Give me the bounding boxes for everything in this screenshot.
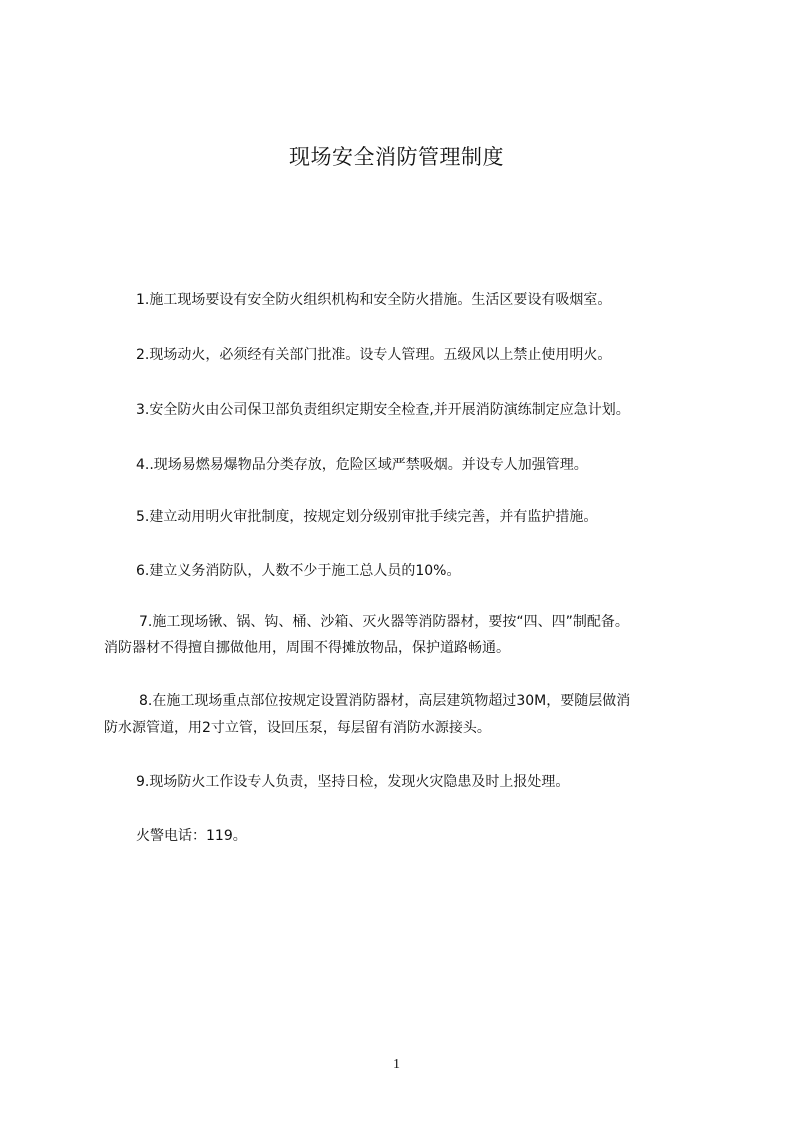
document-title: 现场安全消防管理制度: [289, 145, 504, 169]
rule-item-4: 4..现场易燃易爆物品分类存放，危险区域严禁吸烟。并设专人加强管理。: [136, 457, 588, 473]
rule-item-7-line-1: 7.施工现场锹、锅、钩、桶、沙箱、灭火器等消防器材，要按“四、四”制配备。: [139, 614, 629, 630]
rule-item-7-line-2: 消防器材不得擅自挪做他用，周围不得摊放物品，保护道路畅通。: [104, 640, 510, 656]
rule-item-5: 5.建立动用明火审批制度，按规定划分级别审批手续完善，并有监护措施。: [136, 509, 598, 525]
rule-item-8-line-1: 8.在施工现场重点部位按规定设置消防器材，高层建筑物超过30M，要随层做消: [139, 693, 631, 709]
rule-item-8-line-2: 防水源管道，用2寸立管，设回压泵，每层留有消防水源接头。: [104, 720, 491, 736]
rule-item-1: 1.施工现场要设有安全防火组织机构和安全防火措施。生活区要设有吸烟室。: [136, 292, 612, 308]
rule-item-2: 2.现场动火，必须经有关部门批准。设专人管理。五级风以上禁止使用明火。: [136, 347, 612, 363]
rule-item-6: 6.建立义务消防队，人数不少于施工总人员的10%。: [136, 563, 461, 579]
rule-item-9: 9.现场防火工作设专人负责，坚持日检，发现火灾隐患及时上报处理。: [136, 774, 570, 790]
rule-item-3: 3.安全防火由公司保卫部负责组织定期安全检查,并开展消防演练制定应急计划。: [136, 402, 630, 418]
fire-alarm-phone: 火警电话：119。: [136, 828, 247, 844]
page-number: 1: [393, 1057, 400, 1072]
